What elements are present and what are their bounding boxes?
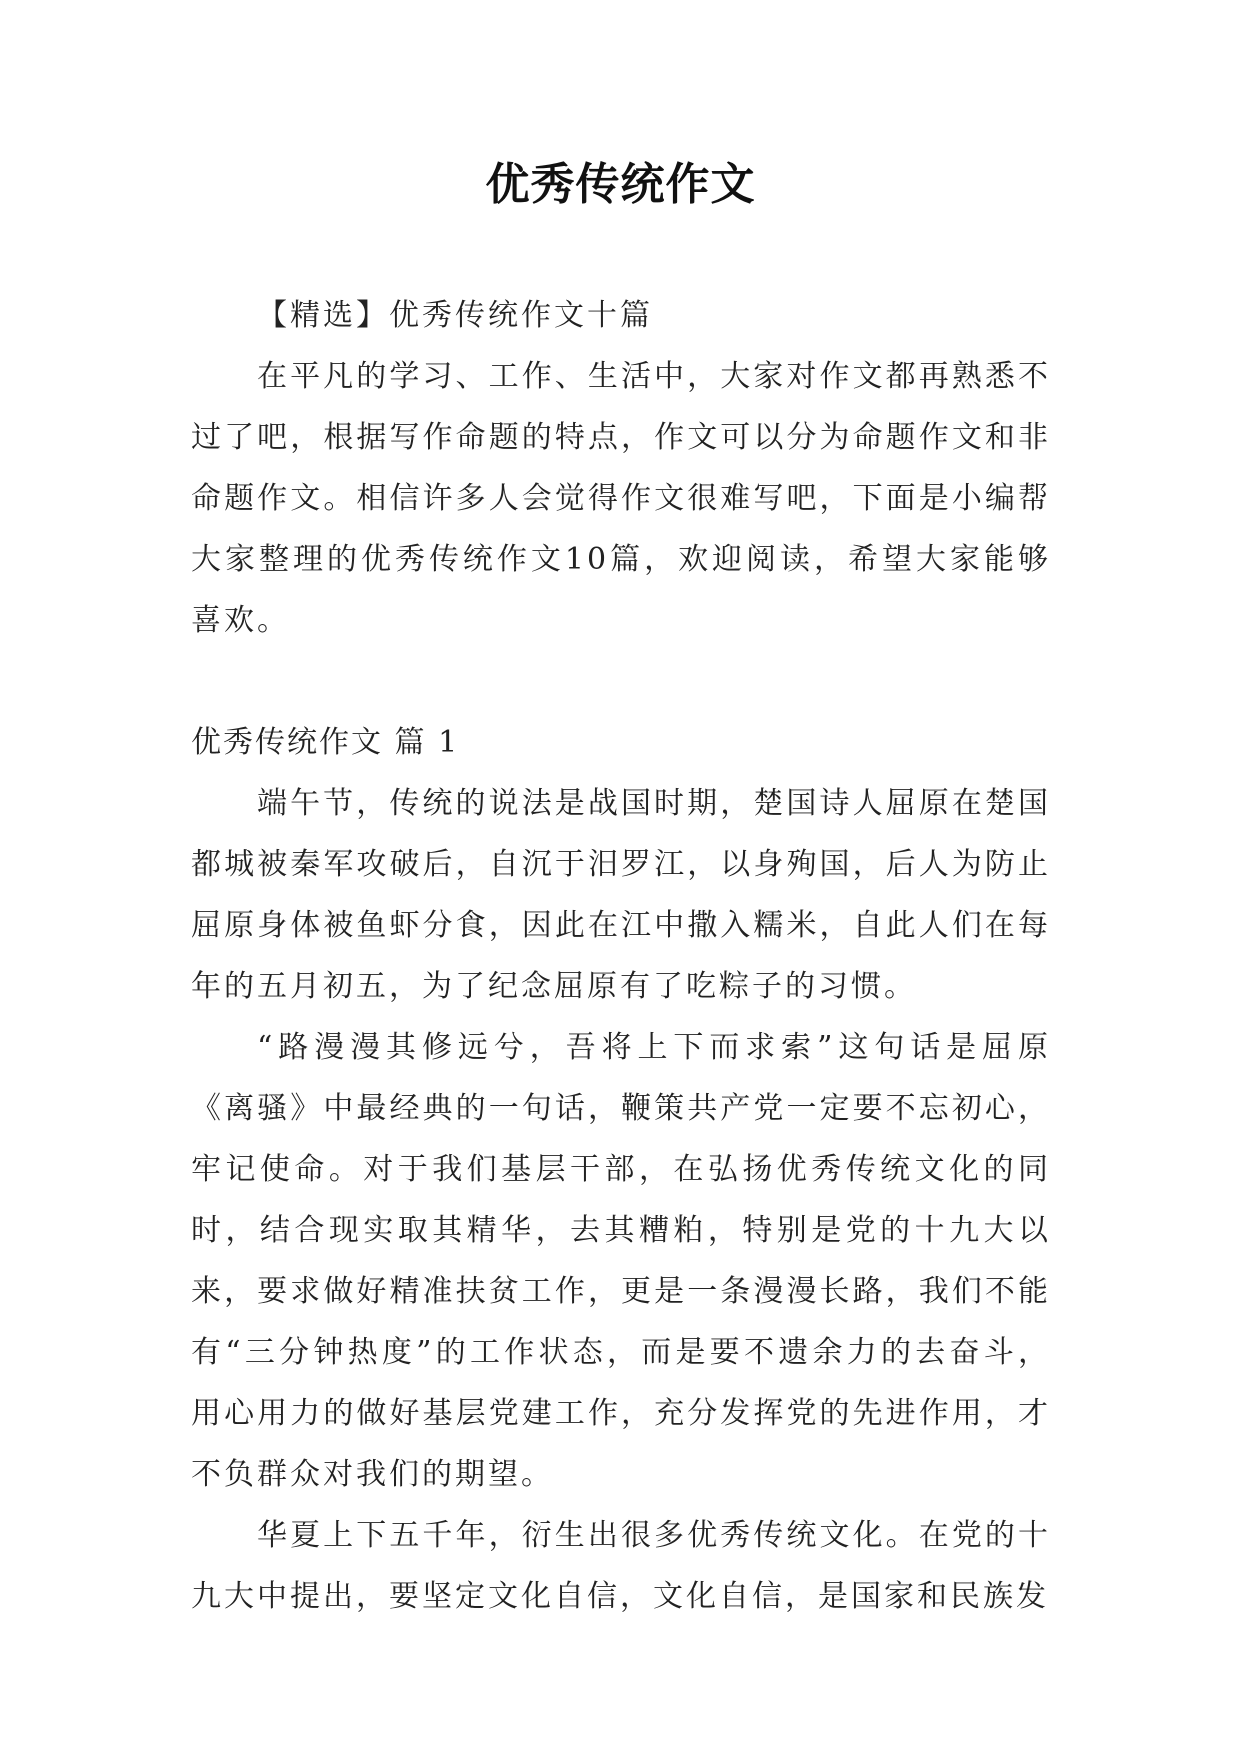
- document-subtitle: 【精选】优秀传统作文十篇: [257, 298, 653, 333]
- intro-paragraph: 在平凡的学习、工作、生活中，大家对作文都再熟悉不过了吧，根据写作命题的特点，作文可以分为命题作文和非命题作文。相信许多人会觉得作文很难写吧，下面是小编帮大家整理的优秀传统作文10篇，欢迎阅读，希望大家能够喜欢。: [191, 359, 1051, 638]
- body-paragraph-3: 华夏上下五千年，衍生出很多优秀传统文化。在党的十九大中提出，要坚定文化自信，文化自信，是国家和民族发: [191, 1518, 1051, 1614]
- section-heading: 优秀传统作文 篇 1: [191, 725, 460, 760]
- body-paragraph-1: 端午节，传统的说法是战国时期，楚国诗人屈原在楚国都城被秦军攻破后，自沉于汨罗江，以身殉国，后人为防止屈原身体被鱼虾分食，因此在江中撒入糯米，自此人们在每年的五月初五，为了纪念屈原有了吃粽子的习惯。: [191, 786, 1051, 1004]
- document-body: [191, 285, 1051, 1627]
- document-title: 优秀传统作文: [485, 159, 756, 210]
- body-paragraph-2: “路漫漫其修远兮，吾将上下而求索”这句话是屈原《离骚》中最经典的一句话，鞭策共产党一定要不忘初心，牢记使命。对于我们基层干部，在弘扬优秀传统文化的同时，结合现实取其精华，去其糟粕，特别是党的十九大以来，要求做好精准扶贫工作，更是一条漫漫长路，我们不能有“三分钟热度”的工作状态，而是要不遗余力的去奋斗，用心用力的做好基层党建工作，充分发挥党的先进作用，才不负群众对我们的期望。: [191, 1030, 1051, 1492]
